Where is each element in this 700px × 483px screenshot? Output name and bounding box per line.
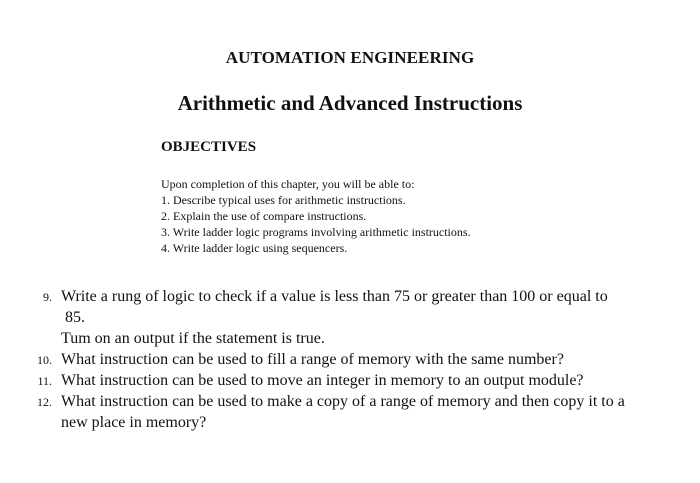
objective-item: 2. Explain the use of compare instructions. [161,209,367,223]
question-9 [0,286,700,349]
question-text-line: Tum on an output if the statement is true. [61,330,325,347]
question-text-line: new place in memory? [61,414,207,431]
question-10 [0,349,700,370]
question-number: 12. [37,395,52,409]
objectives-list [161,192,471,256]
question-11 [0,370,700,391]
question-number: 10. [37,353,52,367]
objective-item: 1. Describe typical uses for arithmetic instructions. [161,193,406,207]
header-title: AUTOMATION ENGINEERING [225,48,475,67]
question-text-line: 85. [65,309,85,326]
question-number: 11. [37,374,52,388]
question-list [0,286,700,433]
question-12 [0,391,700,433]
question-text-line: What instruction can be used to move an integer in memory to an output module? [61,372,584,389]
objective-item: 4. Write ladder logic using sequencers. [161,241,348,255]
question-text-line: Write a rung of logic to check if a value is less than 75 or greater than 100 or equal to [61,288,608,305]
chapter-title: Arithmetic and Advanced Instructions [177,91,523,115]
question-text-line: What instruction can be used to fill a range of memory with the same number? [61,351,564,368]
question-text-line: What instruction can be used to make a copy of a range of memory and then copy it to a [61,393,625,410]
question-number: 9. [43,290,52,304]
objective-item: 3. Write ladder logic programs involving arithmetic instructions. [161,225,471,239]
objectives-intro: Upon completion of this chapter, you will be able to: [161,177,415,191]
objectives-heading: OBJECTIVES [161,139,257,155]
